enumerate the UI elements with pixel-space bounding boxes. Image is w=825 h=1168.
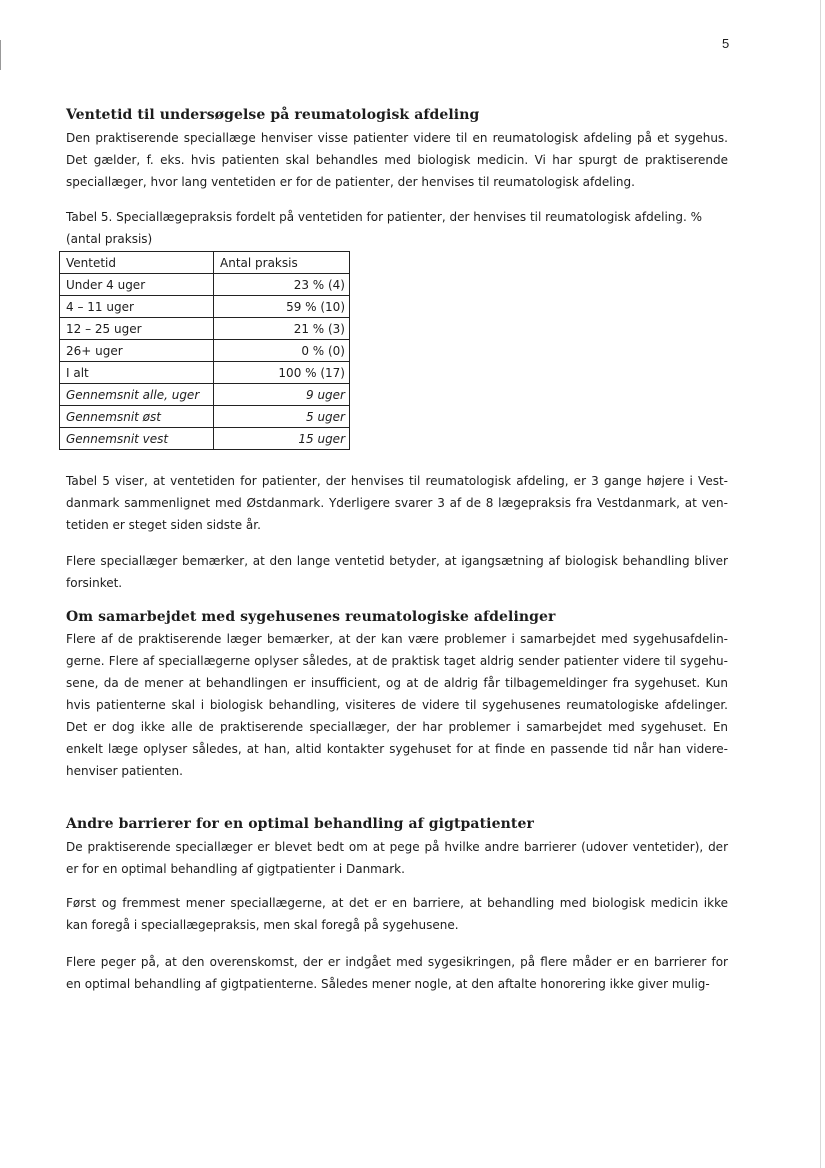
paragraph-delay: [66, 550, 728, 594]
column-header: Antal praksis: [214, 252, 350, 274]
text-line: Det gælder, f. eks. hvis patienten skal behandles med biologisk medicin. Vi har spurgt de praktiserende: [66, 153, 728, 167]
text-line: kan foregå i speciallægepraksis, men skal foregå på sygehusene.: [66, 918, 459, 932]
table-header-row: [60, 252, 350, 274]
table-cell: I alt: [60, 362, 214, 384]
text-line: speciallæger, hvor lang ventetiden er for de patienter, der henvises til reumatologisk afdeling.: [66, 175, 635, 189]
table-row: [60, 384, 350, 406]
text-line: Flere speciallæger bemærker, at den lange ventetid betyder, at igangsætning af biologisk behandling bliver: [66, 554, 728, 568]
text-line: enkelt læge oplyser således, at han, altid kontakter sygehuset for at finde en passende tid når han videre-: [66, 742, 728, 756]
table-cell: Gennemsnit vest: [60, 428, 214, 450]
text-line: Flere af de praktiserende læger bemærker, at der kan være problemer i samarbejdet med sygehusafdelin-: [66, 632, 728, 646]
column-header: Ventetid: [60, 252, 214, 274]
text-line: gerne. Flere af speciallægerne oplyser således, at de praktisk taget aldrig sender patienter videre til sygehu-: [66, 654, 728, 668]
table-cell: 5 uger: [214, 406, 350, 428]
table-cell: Gennemsnit alle, uger: [60, 384, 214, 406]
text-line: Den praktiserende speciallæge henviser visse patienter videre til en reumatologisk afdeling på et sygehus.: [66, 131, 728, 145]
text-line: en optimal behandling af gigtpatienterne. Således mener nogle, at den aftalte honorering ikke giver mulig-: [66, 977, 710, 991]
caption-line: Tabel 5. Speciallægepraksis fordelt på ventetiden for patienter, der henvises til reumatologisk afdeling. %: [66, 210, 703, 224]
paragraph-agreement: [66, 951, 728, 995]
table-cell: 9 uger: [214, 384, 350, 406]
paragraph-table5-analysis: [66, 470, 728, 536]
text-line: forsinket.: [66, 576, 123, 590]
caption-line: (antal praksis): [66, 232, 153, 246]
table-cell: Gennemsnit øst: [60, 406, 214, 428]
text-line: hvis patienterne skal i biologisk behandling, visiteres de videre til sygehusenes reumatologiske afdelinger.: [66, 698, 728, 712]
table-row: [60, 318, 350, 340]
section-heading-barriers: Andre barrierer for en optimal behandling af gigtpatienter: [66, 816, 534, 832]
text-line: Det er dog ikke alle de praktiserende speciallæger, der har problemer i samarbejdet med sygehuset. En: [66, 720, 728, 734]
table-cell: 26+ uger: [60, 340, 214, 362]
table-row: [60, 428, 350, 450]
page-number: 5: [722, 36, 730, 51]
text-line: sene, da de mener at behandlingen er insufficient, og at de aldrig får tilbagemeldinger fra sygehuset. Kun: [66, 676, 728, 690]
text-line: er for en optimal behandling af gigtpatienter i Danmark.: [66, 862, 405, 876]
paragraph-collaboration: [66, 628, 728, 782]
table-row: [60, 406, 350, 428]
section-heading-collaboration: Om samarbejdet med sygehusenes reumatologiske afdelinger: [66, 609, 556, 625]
text-line: Først og fremmest mener speciallægerne, at det er en barriere, at behandling med biologisk medicin ikke: [66, 896, 728, 910]
paragraph-intro: [66, 127, 728, 193]
table-cell: 4 – 11 uger: [60, 296, 214, 318]
table-row: [60, 362, 350, 384]
scan-edge: [820, 0, 821, 1168]
table-row: [60, 340, 350, 362]
text-line: tetiden er steget siden sidste år.: [66, 518, 261, 532]
text-line: Flere peger på, at den overenskomst, der er indgået med sygesikringen, på flere måder er en barrierer for: [66, 955, 728, 969]
table-cell: 21 % (3): [214, 318, 350, 340]
table-cell: 15 uger: [214, 428, 350, 450]
table-cell: Under 4 uger: [60, 274, 214, 296]
paragraph-biological-medicine: [66, 892, 728, 936]
scan-margin-mark: [0, 40, 1, 70]
table-cell: 12 – 25 uger: [60, 318, 214, 340]
table-cell: 59 % (10): [214, 296, 350, 318]
paragraph-barriers-intro: [66, 836, 728, 880]
table-cell: 100 % (17): [214, 362, 350, 384]
section-heading-waiting-time: Ventetid til undersøgelse på reumatologisk afdeling: [66, 107, 480, 123]
text-line: De praktiserende speciallæger er blevet bedt om at pege på hvilke andre barrierer (udover ventetider), der: [66, 840, 728, 854]
table-cell: 0 % (0): [214, 340, 350, 362]
waiting-time-table: [59, 251, 350, 450]
table-row: [60, 274, 350, 296]
table-row: [60, 296, 350, 318]
text-line: Tabel 5 viser, at ventetiden for patienter, der henvises til reumatologisk afdeling, er 3 gange højere i Vest-: [66, 474, 728, 488]
text-line: danmark sammenlignet med Østdanmark. Yderligere svarer 3 af de 8 lægepraksis fra Vestdanmark, at ven-: [66, 496, 728, 510]
text-line: henviser patienten.: [66, 764, 183, 778]
table-cell: 23 % (4): [214, 274, 350, 296]
table-caption: [66, 206, 728, 250]
